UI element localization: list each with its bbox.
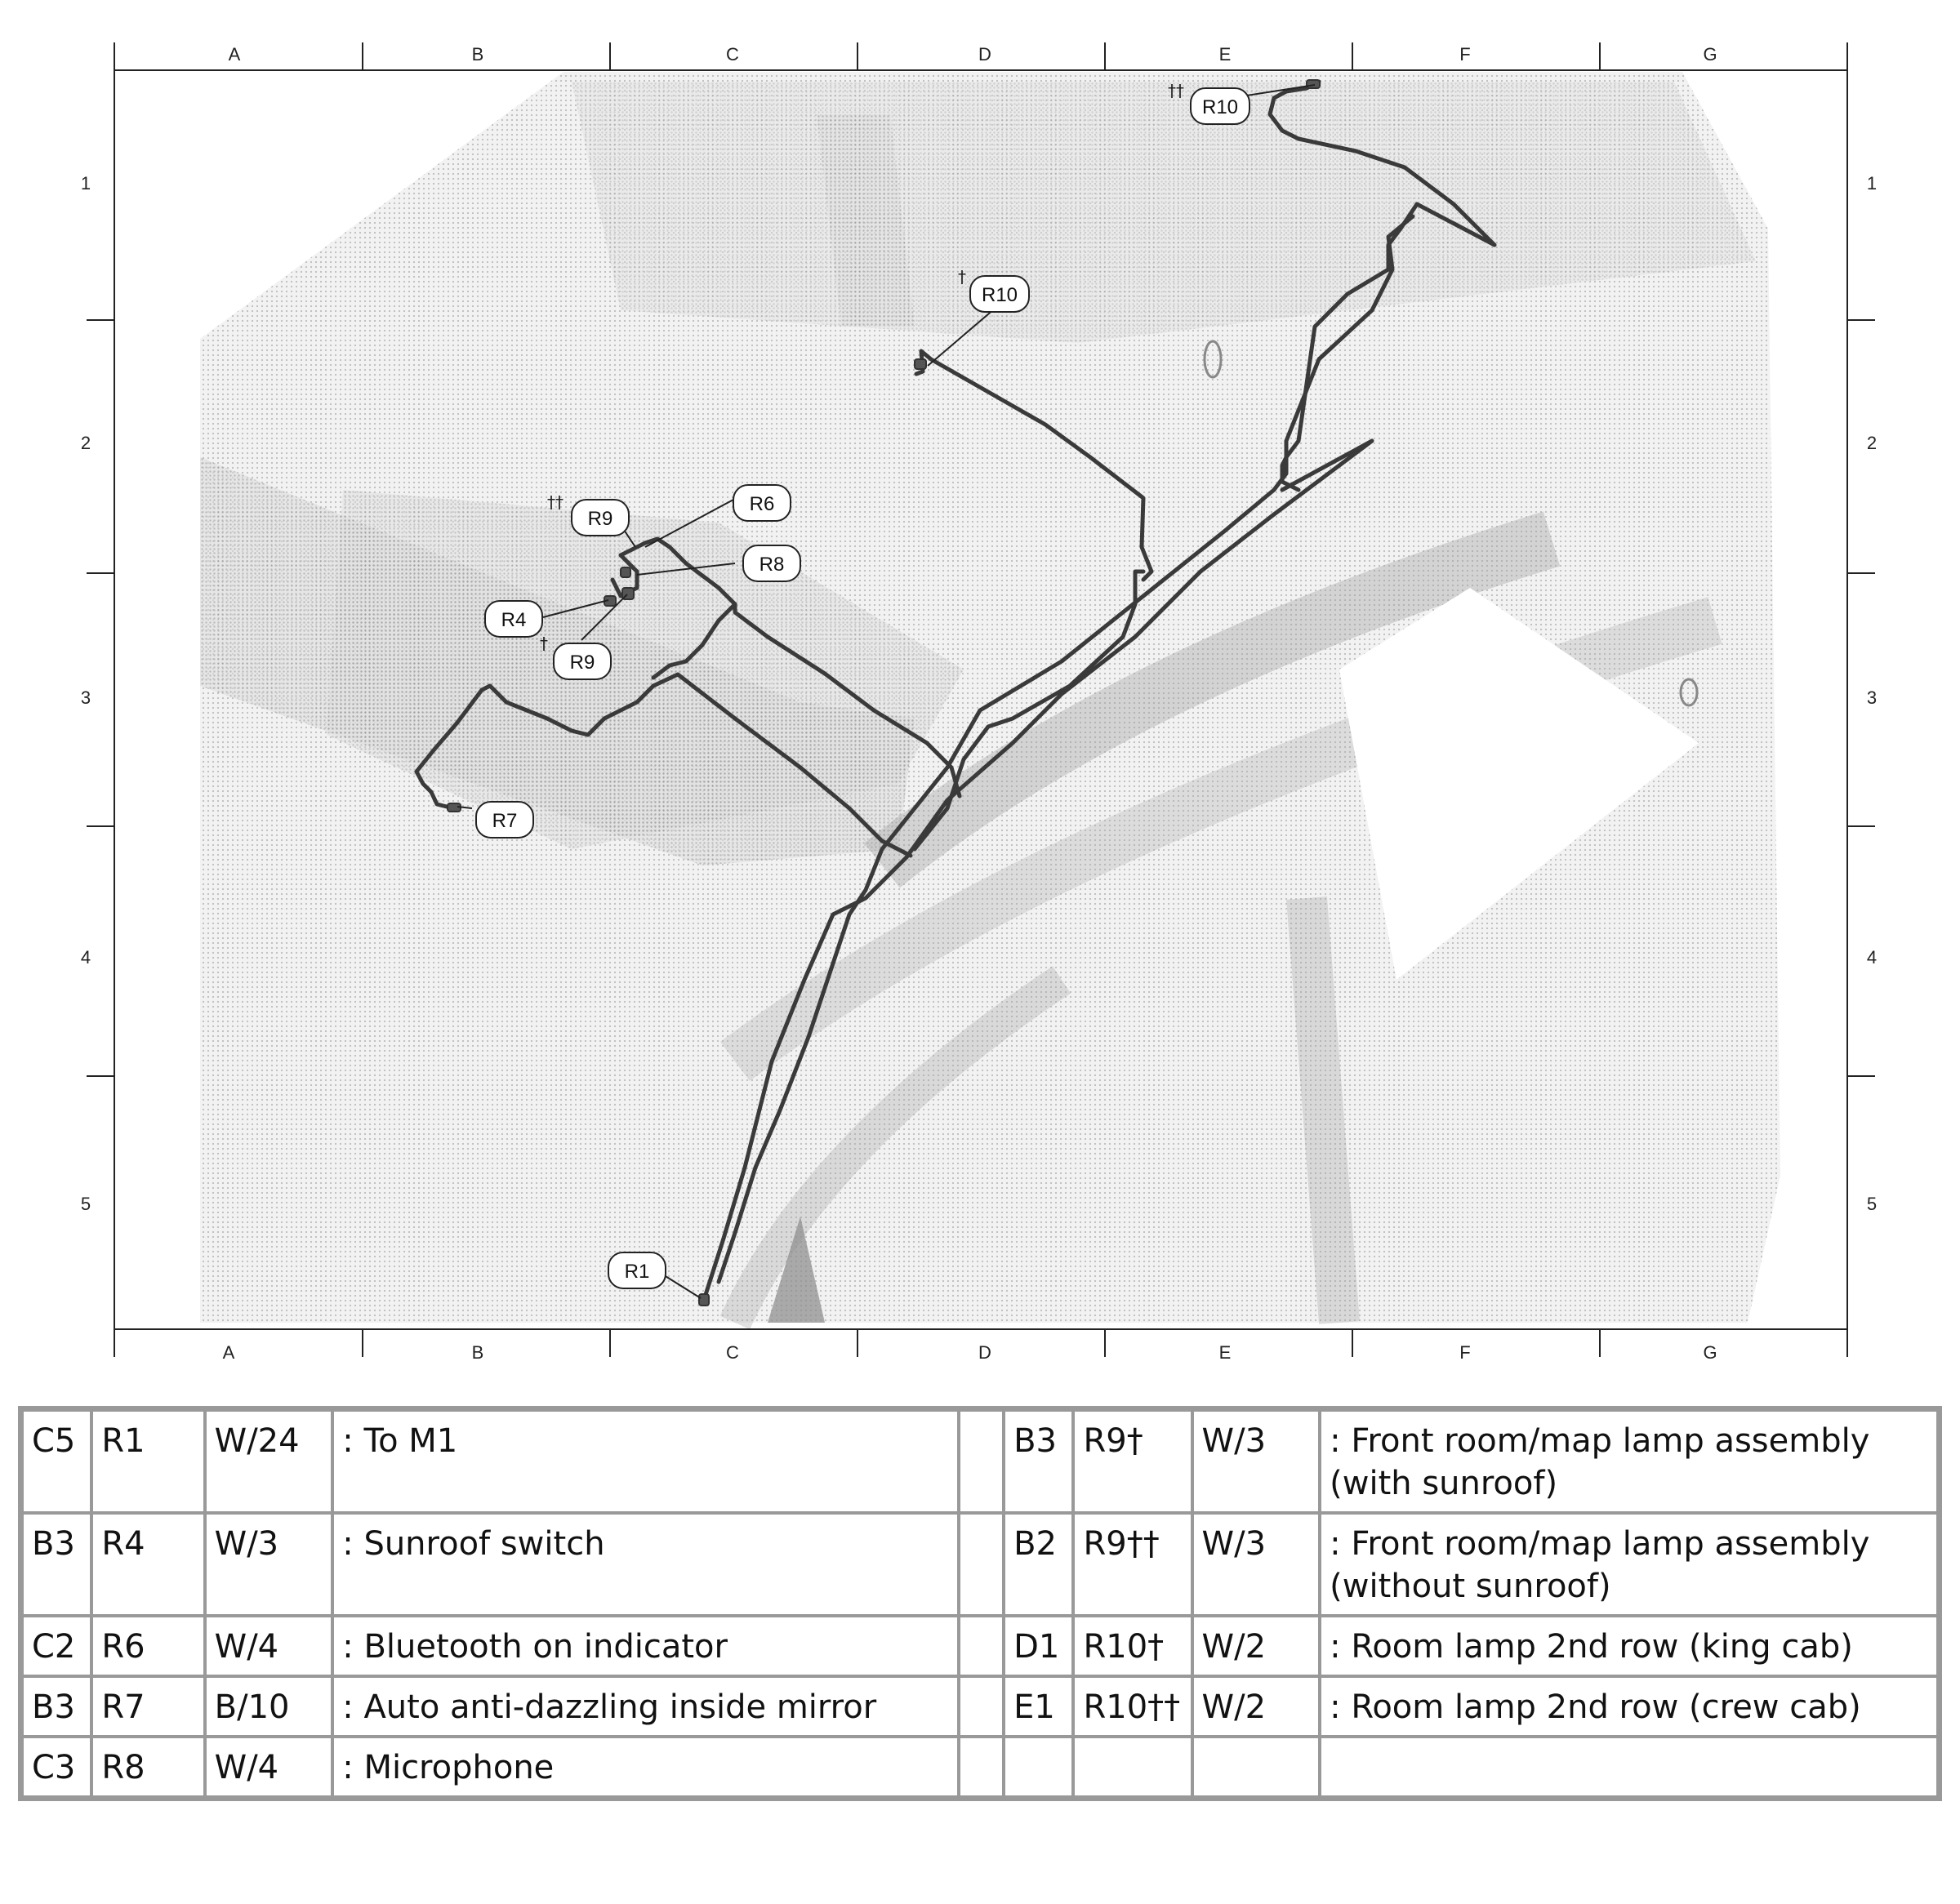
svg-text:R4: R4 [501,609,527,631]
connector-pins: W/3 [1194,1412,1319,1511]
col-label-top: C [726,44,739,65]
connector-pins [1194,1738,1319,1795]
col-label-top: F [1459,44,1471,65]
svg-text:R6: R6 [749,493,775,515]
connector-description: : Room lamp 2nd row (king cab) [1321,1617,1936,1675]
connector-pins: W/4 [207,1738,332,1795]
connector-description: : Auto anti-dazzling inside mirror [334,1678,957,1735]
row-label-right: 4 [1866,947,1878,968]
grid-ref: E1 [1005,1678,1071,1735]
connector-description [1321,1738,1936,1795]
col-label-top: A [228,44,241,65]
row-label-right: 3 [1866,687,1878,708]
svg-text:R9: R9 [569,652,595,674]
svg-text:†: † [958,267,966,287]
table-row [24,1412,1936,1511]
col-label-bottom: F [1459,1342,1471,1363]
row-label-right: 1 [1866,173,1878,194]
table-row [24,1738,1936,1795]
col-label-bottom: E [1218,1342,1232,1363]
col-label-top: E [1218,44,1232,65]
grid-ref [1005,1738,1071,1795]
svg-text:††: †† [547,492,564,512]
connector-id: R6 [93,1617,203,1675]
grid-ref: B3 [24,1515,90,1614]
connector-id [1075,1738,1190,1795]
connector-description: : Room lamp 2nd row (crew cab) [1321,1678,1936,1735]
connector-id: R4 [93,1515,203,1614]
col-label-top: G [1703,44,1717,65]
connector-description: : Sunroof switch [334,1515,957,1614]
connector-pins: W/2 [1194,1617,1319,1675]
connector-description: : Front room/map lamp assembly (with sunroof) [1321,1412,1936,1511]
connector-pins: W/2 [1194,1678,1319,1735]
connector-pins: W/3 [207,1515,332,1614]
callout-r6 [733,485,791,521]
connector-pins: W/24 [207,1412,332,1511]
spacer-cell [960,1678,1002,1735]
connector-id: R10†† [1075,1678,1190,1735]
connector-id: R9†† [1075,1515,1190,1614]
row-label-left: 4 [80,947,91,968]
svg-text:R1: R1 [624,1261,650,1283]
col-label-bottom: B [471,1342,484,1363]
svg-text:†: † [540,634,548,653]
connector-description: : Microphone [334,1738,957,1795]
col-label-bottom: D [978,1342,991,1363]
spacer-cell [960,1515,1002,1614]
table-row [24,1678,1936,1735]
grid-ref: C3 [24,1738,90,1795]
callout-r4 [485,601,542,637]
spacer-cell [960,1738,1002,1795]
connector-pins: W/3 [1194,1515,1319,1614]
connector-r1 [699,1294,709,1306]
connector-description: : Front room/map lamp assembly (without sunroof) [1321,1515,1936,1614]
col-label-bottom: A [222,1342,235,1363]
col-label-bottom: G [1703,1342,1717,1363]
svg-text:R8: R8 [759,554,785,576]
svg-text:R9: R9 [587,508,613,530]
connector-r10-king [915,359,926,369]
connector-pins: W/4 [207,1617,332,1675]
grid-ref: C5 [24,1412,90,1511]
connector-r10-crew [1307,80,1320,88]
spacer-cell [960,1617,1002,1675]
col-label-top: D [978,44,991,65]
connector-description: : To M1 [334,1412,957,1511]
callout-r1 [608,1252,666,1288]
callout-r8 [743,545,800,581]
row-label-right: 5 [1866,1194,1878,1214]
connector-legend-table [18,1406,1942,1801]
svg-text:R10: R10 [1201,96,1239,118]
table-row [24,1515,1936,1614]
connector-r8 [621,567,630,577]
svg-text:R10: R10 [981,284,1018,306]
connector-id: R9† [1075,1412,1190,1511]
connector-id: R8 [93,1738,203,1795]
row-label-left: 5 [80,1194,91,1214]
connector-id: R1 [93,1412,203,1511]
col-label-top: B [471,44,484,65]
svg-text:††: †† [1168,81,1184,100]
col-label-bottom: C [726,1342,739,1363]
connector-description: : Bluetooth on indicator [334,1617,957,1675]
row-label-right: 2 [1866,433,1878,453]
grid-ref: D1 [1005,1617,1071,1675]
callout-r7 [476,802,533,838]
connector-id: R10† [1075,1617,1190,1675]
grid-ref: B3 [24,1678,90,1735]
vehicle-body-background [200,72,1780,1323]
row-label-left: 1 [80,173,91,194]
grid-ref: C2 [24,1617,90,1675]
grid-ref: B2 [1005,1515,1071,1614]
svg-text:R7: R7 [492,810,518,832]
table-row [24,1617,1936,1675]
connector-id: R7 [93,1678,203,1735]
spacer-cell [960,1412,1002,1511]
row-label-left: 3 [80,687,91,708]
row-label-left: 2 [80,433,91,453]
connector-pins: B/10 [207,1678,332,1735]
grid-ref: B3 [1005,1412,1071,1511]
